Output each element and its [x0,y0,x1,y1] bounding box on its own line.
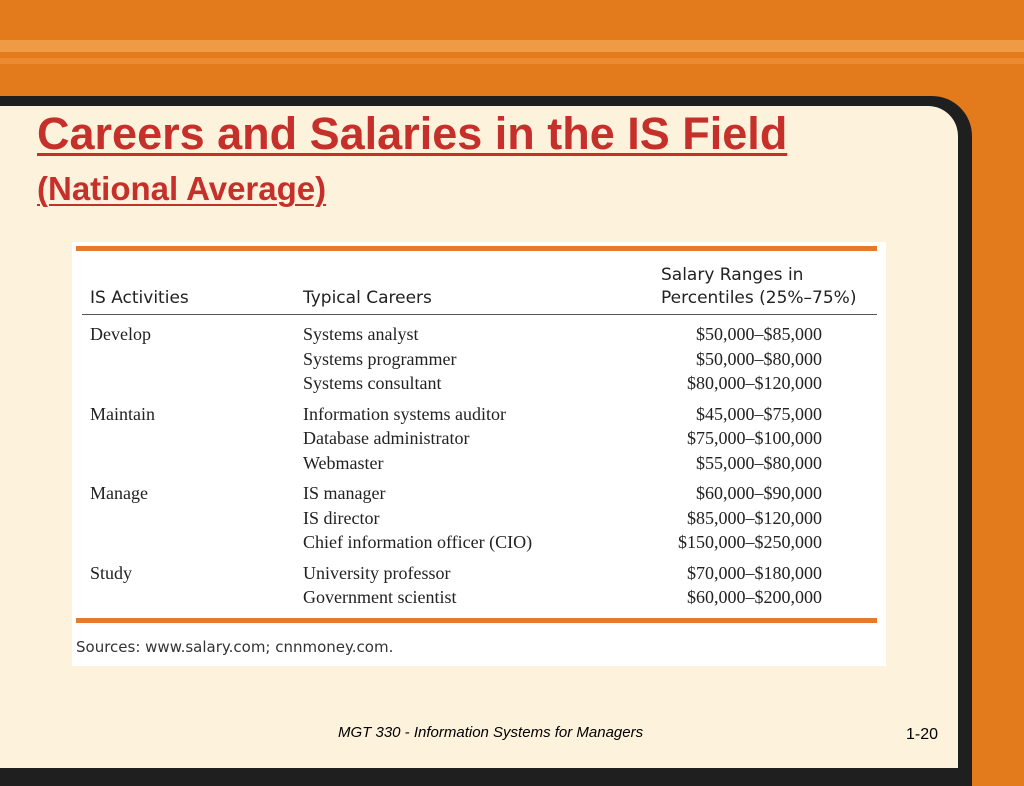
table-row [72,530,886,555]
table-source: Sources: www.salary.com; cnnmoney.com. [76,638,394,656]
activity-group [72,481,886,555]
salary-cell: $60,000–$200,000 [687,587,822,607]
table-body [72,322,886,616]
career-cell: Systems analyst [303,324,419,344]
slide-subtitle: (National Average) [37,170,327,207]
table-row [72,402,886,427]
slide-footer: MGT 330 - Information Systems for Managers [338,724,644,741]
table-row [72,322,886,347]
header-stripe [0,40,1024,52]
activity-group [72,402,886,476]
activity-label: Study [90,562,133,583]
career-cell: Systems consultant [303,373,442,393]
activity-label: Maintain [90,403,155,424]
activity-group [72,322,886,396]
salary-cell: $50,000–$85,000 [696,324,822,344]
table-row [72,481,886,506]
career-cell: Database administrator [303,428,470,448]
header-salary-ranges [661,264,856,310]
slide-title: Careers and Salaries in the IS Field [37,108,788,159]
career-cell: IS manager [303,483,386,503]
salary-cell: $150,000–$250,000 [678,532,822,552]
activity-label: Manage [90,483,148,503]
table-row [72,347,886,372]
page-number: 1-20 [906,726,939,743]
header-salary-line2: Percentiles (25%–75%) [661,288,857,308]
career-cell: Webmaster [303,452,384,473]
table-bottom-rule [76,618,877,623]
salary-table [72,242,886,666]
table-header-rule [82,314,877,315]
table-row [72,585,886,610]
salary-cell: $60,000–$90,000 [696,483,822,503]
career-cell: Chief information officer (CIO) [303,532,533,552]
career-cell: Systems programmer [303,348,457,369]
career-cell: University professor [303,562,451,583]
salary-cell: $80,000–$120,000 [687,373,822,393]
header-typical-careers: Typical Careers [303,288,432,308]
table-row [72,451,886,476]
table-row [72,561,886,586]
activity-group [72,561,886,610]
salary-cell: $55,000–$80,000 [696,452,822,473]
career-cell: Government scientist [303,587,457,607]
activity-label: Develop [90,324,151,344]
table-row [72,506,886,531]
salary-cell: $50,000–$80,000 [696,348,822,369]
header-salary-line1: Salary Ranges in [661,265,804,285]
salary-cell: $70,000–$180,000 [687,562,822,583]
salary-cell: $85,000–$120,000 [687,507,822,528]
table-top-rule [76,246,877,251]
career-cell: IS director [303,507,380,528]
salary-cell: $45,000–$75,000 [696,403,822,424]
header-stripe-thin [0,58,1024,64]
table-row [72,426,886,451]
header-is-activities: IS Activities [90,288,189,308]
salary-cell: $75,000–$100,000 [687,428,822,448]
table-row [72,371,886,396]
career-cell: Information systems auditor [303,403,506,424]
